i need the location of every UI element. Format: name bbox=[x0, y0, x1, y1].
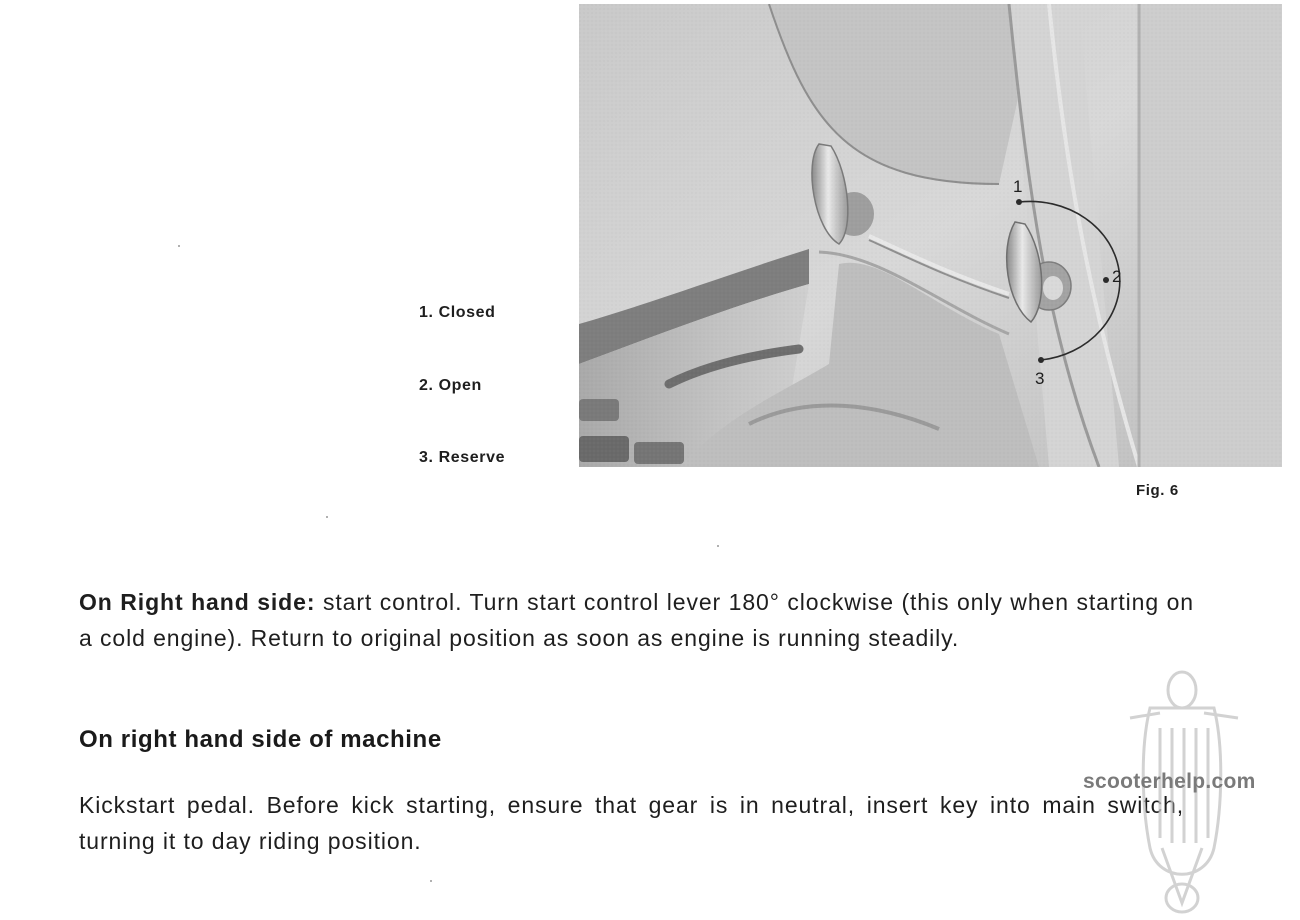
legend-item-open bbox=[419, 377, 482, 395]
legend-number: 3. bbox=[419, 449, 434, 466]
scan-speck bbox=[717, 545, 719, 547]
marker-3: 3 bbox=[1035, 369, 1045, 388]
legend-item-closed bbox=[419, 304, 496, 322]
scan-speck bbox=[430, 880, 432, 882]
marker-2: 2 bbox=[1112, 267, 1122, 286]
scan-speck bbox=[326, 516, 328, 518]
legend-label: Reserve bbox=[438, 449, 506, 466]
paragraph-lead: On Right hand side: bbox=[79, 589, 316, 615]
scan-speck bbox=[178, 245, 180, 247]
legend-number: 2. bbox=[419, 377, 434, 394]
marker-1: 1 bbox=[1013, 177, 1023, 196]
paragraph-text: Kickstart pedal. Before kick starting, ensure that gear is in neutral, insert key into main switch, turning it to day riding position. bbox=[79, 792, 1184, 854]
fuel-tap-photo bbox=[579, 4, 1282, 467]
legend-label: Open bbox=[438, 377, 482, 394]
right-hand-side-paragraph bbox=[79, 584, 1194, 656]
legend-number: 1. bbox=[419, 304, 434, 321]
legend-label: Closed bbox=[438, 304, 496, 321]
kickstart-paragraph bbox=[79, 787, 1184, 859]
figure-caption: Fig. 6 bbox=[1136, 482, 1179, 499]
legend-item-reserve bbox=[419, 449, 505, 467]
section-heading: On right hand side of machine bbox=[79, 726, 442, 753]
watermark-text: scooterhelp.com bbox=[1083, 770, 1256, 793]
paragraph-text: start control. Turn start control lever 180° clockwise (this only when starting on a cold engine). Return to original position as soon as engine is running steadily. bbox=[79, 589, 1195, 651]
